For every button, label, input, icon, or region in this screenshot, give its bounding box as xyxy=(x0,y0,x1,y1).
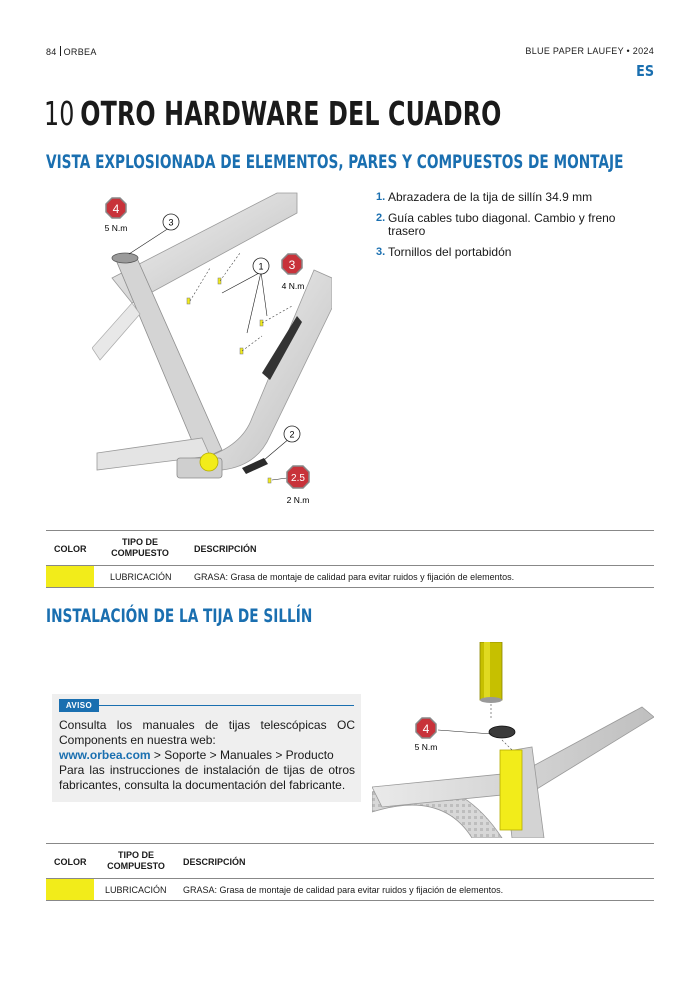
col-description: DESCRIPCIÓN xyxy=(194,544,257,554)
col-color: COLOR xyxy=(54,544,87,554)
language-code: ES xyxy=(636,62,654,80)
torque-label-5nm: 5 N.m xyxy=(414,742,438,752)
compound-description: GRASA: Grasa de montaje de calidad para evitar ruidos y fijación de elementos. xyxy=(183,885,504,895)
col-description: DESCRIPCIÓN xyxy=(183,857,246,867)
compound-table-1 xyxy=(46,530,654,588)
list-item: 3. Tornillos del portabidón xyxy=(376,245,512,259)
notice-text: Consulta los manuales de tijas telescópicas OC Components en nuestra web: www.orbea.com > Soporte > Manuales > Producto Para las instrucciones de instalación de tijas de otros fabricantes, consulta la documentación del fabricante. xyxy=(59,718,355,792)
orbea-link[interactable]: www.orbea.com xyxy=(59,748,151,762)
svg-text:2.5: 2.5 xyxy=(291,473,305,484)
chapter-title xyxy=(44,94,502,133)
chapter-title-text: OTRO HARDWARE DEL CUADRO xyxy=(80,94,502,133)
list-item: 2. Guía cables tubo diagonal. Cambio y freno trasero xyxy=(376,211,616,238)
seat-clamp xyxy=(112,253,138,263)
dropper-post xyxy=(480,642,502,700)
svg-text:4: 4 xyxy=(422,722,430,736)
table-header xyxy=(46,843,654,879)
compound-type: LUBRICACIÓN xyxy=(110,572,172,582)
compound-type: LUBRICACIÓN xyxy=(105,885,167,895)
brand-name: ORBEA xyxy=(63,47,97,57)
svg-text:3: 3 xyxy=(168,217,174,228)
seat-tube xyxy=(116,256,222,460)
table-row xyxy=(46,879,654,901)
dash-lines xyxy=(190,253,292,351)
section-title-exploded-view: VISTA EXPLOSIONADA DE ELEMENTOS, PARES Y COMPUESTOS DE MONTAJE xyxy=(46,151,624,173)
torque-label-2nm: 2 N.m xyxy=(286,495,310,505)
svg-text:4: 4 xyxy=(112,202,120,216)
chapter-number: 10 xyxy=(44,94,75,133)
grease-point xyxy=(200,453,218,471)
table-header xyxy=(46,530,654,566)
parts-list xyxy=(376,191,656,267)
seat-clamp xyxy=(489,726,515,738)
document-title: BLUE PAPER LAUFEY • 2024 xyxy=(525,46,654,56)
leader-line xyxy=(438,730,492,734)
dash-line xyxy=(502,740,512,750)
notice-label: AVISO xyxy=(59,699,99,712)
section-title-seatpost: INSTALACIÓN DE LA TIJA DE SILLÍN xyxy=(46,605,313,627)
col-type: TIPO DE COMPUESTO xyxy=(111,537,169,558)
page-number: 84 xyxy=(46,47,57,57)
post-collar xyxy=(480,697,502,703)
torque-label-4nm: 4 N.m xyxy=(281,281,305,291)
list-item: 1. Abrazadera de la tija de sillín 34.9 mm xyxy=(376,190,593,204)
frame-exploded-diagram xyxy=(92,188,332,508)
svg-text:2: 2 xyxy=(289,429,295,440)
torque-label-5nm: 5 N.m xyxy=(104,223,128,233)
svg-text:1: 1 xyxy=(258,261,264,272)
seatstay xyxy=(92,303,140,360)
svg-text:3: 3 xyxy=(288,258,296,272)
compound-description: GRASA: Grasa de montaje de calidad para evitar ruidos y fijación de elementos. xyxy=(194,572,515,582)
header-divider xyxy=(60,46,61,56)
seatpost-diagram xyxy=(372,642,654,838)
compound-table-2 xyxy=(46,843,654,901)
greased-seat-tube xyxy=(500,750,522,830)
dropper-highlight xyxy=(484,642,490,700)
notice-box xyxy=(52,694,361,802)
col-type: TIPO DE COMPUESTO xyxy=(107,850,165,871)
page-header-left xyxy=(46,46,97,57)
notice-rule xyxy=(99,705,354,706)
table-row xyxy=(46,566,654,588)
grease-swatch xyxy=(46,566,94,587)
col-color: COLOR xyxy=(54,857,87,867)
grease-swatch xyxy=(46,879,94,900)
